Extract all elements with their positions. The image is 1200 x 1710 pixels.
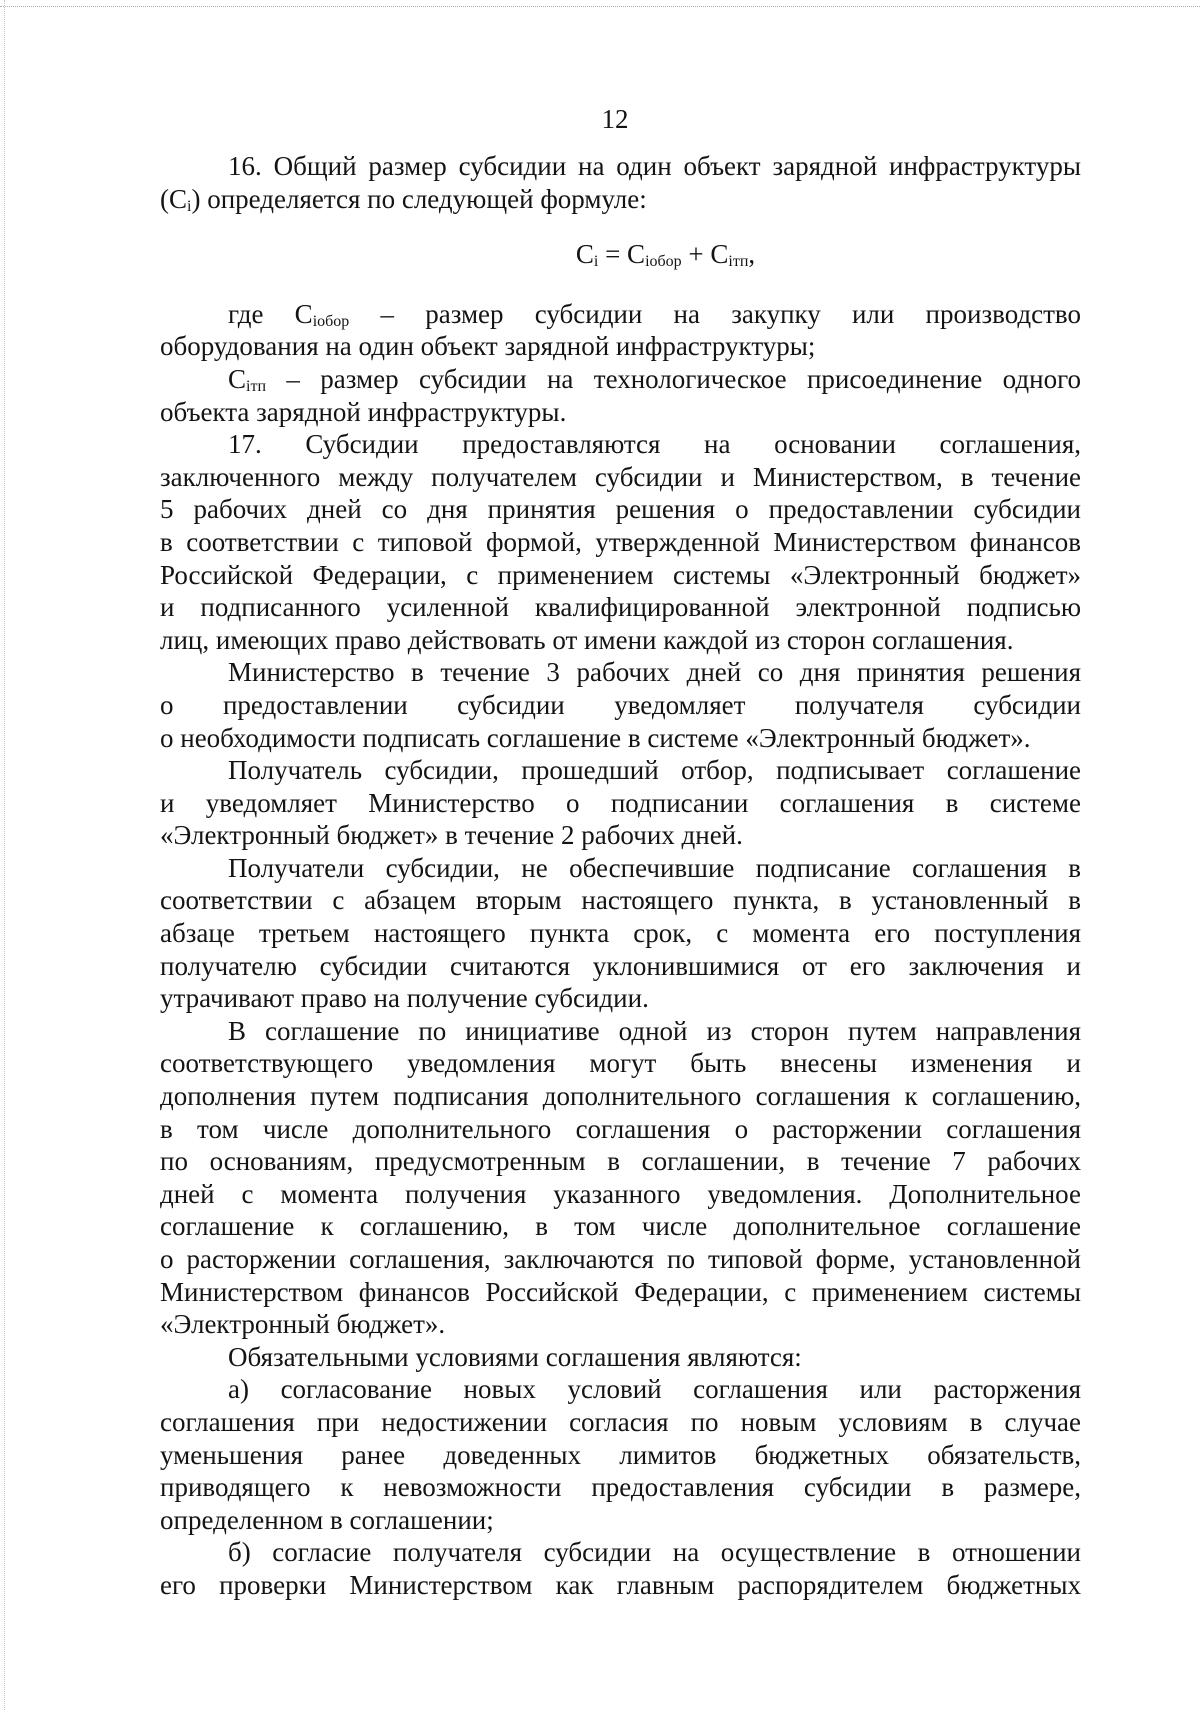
- text-line: Получатели субсидии, не обеспечившие подписание соглашения в: [228, 852, 1081, 883]
- text-line: его проверки Министерством как главным распорядителем бюджетных: [160, 1569, 1081, 1600]
- formula-punctuation: ,: [748, 239, 756, 270]
- text-line: о необходимости подписать соглашение в системе «Электронный бюджет».: [160, 722, 1031, 753]
- text-line: где $С_{iобор}$ – размер субсидии на закупку или производство: [228, 298, 1081, 330]
- scan-edge-top: [0, 6, 1200, 8]
- text-line: в соответствии с типовой формой, утвержденной Министерством финансов: [160, 526, 1081, 557]
- text-line: оборудования на один объект зарядной инфраструктуры;: [160, 331, 816, 362]
- text-line: $(С_i)$ определяется по следующей формуле:: [160, 183, 647, 215]
- text-line: о предоставлении субсидии уведомляет получателя субсидии: [160, 689, 1081, 720]
- text-line: а) согласование новых условий соглашения или расторжения: [228, 1374, 1081, 1405]
- text-line: б) согласие получателя субсидии на осуществление в отношении: [228, 1537, 1081, 1568]
- text-line: Министерством финансов Российской Федерации, с применением системы: [160, 1276, 1081, 1307]
- formula: [160, 238, 1081, 271]
- formula-subscript: iтп: [728, 253, 749, 271]
- scan-edge-left: [4, 0, 6, 1710]
- subscript: iтп: [246, 377, 267, 395]
- formula-subscript: iобор: [645, 253, 682, 271]
- formula-operator: +: [681, 239, 711, 270]
- text-line: соглашение к соглашению, в том числе дополнительное соглашение: [160, 1211, 1081, 1242]
- text-line: по основаниям, предусмотренным в соглашении, в течение 7 рабочих: [160, 1146, 1081, 1177]
- formula-term: С: [627, 239, 646, 270]
- text-line: соответствующего уведомления могут быть внесены изменения и: [160, 1048, 1081, 1079]
- subscript: i: [187, 197, 192, 215]
- text-line: приводящего к невозможности предоставления субсидии в размере,: [160, 1472, 1081, 1503]
- text-line: Получатель субсидии, прошедший отбор, подписывает соглашение: [228, 755, 1081, 786]
- subscript: iобор: [312, 312, 350, 330]
- text-line: утрачивают право на получение субсидии.: [160, 983, 649, 1014]
- text-line: дополнения путем подписания дополнительного соглашения к соглашению,: [160, 1081, 1081, 1112]
- formula-operator: =: [598, 239, 628, 270]
- text-line: уменьшения ранее доведенных лимитов бюджетных обязательств,: [160, 1439, 1081, 1470]
- formula-term: С: [575, 239, 594, 270]
- text-line: «Электронный бюджет» в течение 2 рабочих дней.: [160, 820, 743, 851]
- page-number: 12: [601, 104, 629, 134]
- text-line: «Электронный бюджет».: [160, 1309, 446, 1340]
- text-line: получателю субсидии считаются уклонившимися от его заключения и: [160, 950, 1081, 981]
- text-line: В соглашение по инициативе одной из сторон путем направления: [228, 1015, 1081, 1046]
- text-line: и уведомляет Министерство о подписании соглашения в системе: [160, 787, 1081, 818]
- text-line: соответствии с абзацем вторым настоящего пункта, в установленный в: [160, 885, 1081, 916]
- formula-term: С: [710, 239, 729, 270]
- text-line: 5 рабочих дней со дня принятия решения о предоставлении субсидии: [160, 494, 1081, 525]
- text-line: объекта зарядной инфраструктуры.: [160, 396, 567, 427]
- text-line: лиц, имеющих право действовать от имени каждой из сторон соглашения.: [160, 624, 1014, 655]
- formula-subscript: i: [593, 253, 599, 271]
- text-line: соглашения при недостижении согласия по новым условиям в случае: [160, 1406, 1081, 1437]
- text-line: и подписанного усиленной квалифицированной электронной подписью: [160, 592, 1081, 623]
- text-line: заключенного между получателем субсидии и Министерством, в течение: [160, 461, 1081, 492]
- text-line: 17. Субсидии предоставляются на основании соглашения,: [228, 429, 1081, 460]
- text-line: в том числе дополнительного соглашения о расторжении соглашения: [160, 1113, 1081, 1144]
- text-line: Обязательными условиями соглашения являются:: [228, 1341, 802, 1372]
- text-line: $С_{iтп}$ – размер субсидии на технологическое присоединение одного: [228, 363, 1081, 395]
- text-line: о расторжении соглашения, заключаются по типовой форме, установленной: [160, 1244, 1081, 1274]
- text-line: абзаце третьем настоящего пункта срок, с момента его поступления: [160, 918, 1081, 949]
- text-line: 16. Общий размер субсидии на один объект зарядной инфраструктуры: [228, 151, 1081, 181]
- text-line: дней с момента получения указанного уведомления. Дополнительное: [160, 1178, 1081, 1209]
- text-line: Министерство в течение 3 рабочих дней со дня принятия решения: [228, 657, 1081, 688]
- document-body: [160, 150, 1081, 1602]
- text-line: определенном в соглашении;: [160, 1504, 494, 1535]
- text-line: Российской Федерации, с применением системы «Электронный бюджет»: [160, 559, 1081, 590]
